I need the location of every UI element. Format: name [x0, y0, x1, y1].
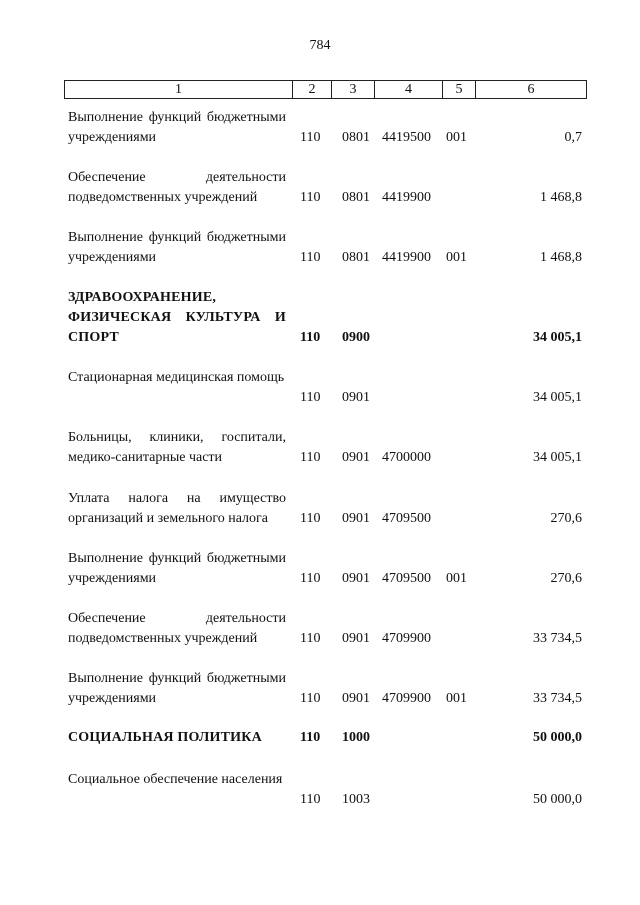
- header-col-6: 6: [527, 82, 535, 97]
- row-col-5: 001: [446, 250, 467, 265]
- row-col-4: 4709500: [382, 571, 431, 586]
- table-header: [64, 80, 587, 99]
- row-col-4: 4700000: [382, 450, 431, 465]
- row-col-4: 4709500: [382, 511, 431, 526]
- row-col-6: 50 000,0: [533, 792, 582, 807]
- row-col-3: 1003: [342, 792, 370, 807]
- row-col-2: 110: [300, 130, 321, 145]
- row-col-4: 4709900: [382, 631, 431, 646]
- row-col-6: 1 468,8: [540, 250, 582, 265]
- row-name: Выполнение функций бюджетными учреждениями: [68, 110, 286, 145]
- row-name: Стационарная медицинская помощь: [68, 370, 285, 385]
- row-col-2: 110: [300, 250, 321, 265]
- row-col-6: 0,7: [564, 130, 582, 145]
- header-col-3: 3: [332, 81, 375, 98]
- row-name: Социальное обеспечение населения: [68, 772, 283, 787]
- page-number: 784: [309, 38, 331, 53]
- row-col-3: 0901: [342, 450, 370, 465]
- row-col-6: 270,6: [550, 571, 582, 586]
- row-col-6: 34 005,1: [533, 330, 582, 345]
- row-name: ЗДРАВООХРАНЕНИЕ, ФИЗИЧЕСКАЯ КУЛЬТУРА И СПОРТ: [68, 290, 286, 345]
- row-col-2: 110: [300, 511, 321, 526]
- row-name: СОЦИАЛЬНАЯ ПОЛИТИКА: [68, 730, 262, 745]
- row-col-3: 0801: [342, 130, 370, 145]
- row-name: Обеспечение деятельности подведомственных учреждений: [68, 170, 286, 205]
- row-col-2: 110: [300, 450, 321, 465]
- header-col-2: 2: [293, 81, 332, 98]
- row-col-2: 110: [300, 330, 321, 345]
- row-col-6: 34 005,1: [533, 450, 582, 465]
- row-col-4: 4709900: [382, 691, 431, 706]
- row-col-2: 110: [300, 792, 321, 807]
- row-col-6: 50 000,0: [533, 730, 582, 745]
- row-col-6: 33 734,5: [533, 691, 582, 706]
- row-col-2: 110: [300, 571, 321, 586]
- row-col-3: 0801: [342, 190, 370, 205]
- row-col-4: 4419900: [382, 250, 431, 265]
- row-col-2: 110: [300, 730, 321, 745]
- row-col-2: 110: [300, 190, 321, 205]
- row-col-3: 0801: [342, 250, 370, 265]
- row-col-2: 110: [300, 691, 321, 706]
- row-name: Выполнение функций бюджетными учреждениями: [68, 671, 286, 706]
- header-col-5: 5: [443, 81, 476, 98]
- row-col-3: 1000: [342, 730, 370, 745]
- row-col-6: 33 734,5: [533, 631, 582, 646]
- row-col-4: 4419500: [382, 130, 431, 145]
- row-col-3: 0901: [342, 571, 370, 586]
- row-name: Выполнение функций бюджетными учреждениями: [68, 551, 286, 586]
- row-col-6: 34 005,1: [533, 390, 582, 405]
- row-col-4: 4419900: [382, 190, 431, 205]
- row-col-2: 110: [300, 390, 321, 405]
- header-col-4: 4: [375, 81, 443, 98]
- row-col-2: 110: [300, 631, 321, 646]
- row-col-3: 0901: [342, 511, 370, 526]
- row-col-3: 0901: [342, 390, 370, 405]
- row-col-5: 001: [446, 571, 467, 586]
- row-col-5: 001: [446, 691, 467, 706]
- row-name: Обеспечение деятельности подведомственных учреждений: [68, 611, 286, 646]
- row-name: Выполнение функций бюджетными учреждениями: [68, 230, 286, 265]
- row-name: Уплата налога на имущество организаций и земельного налога: [68, 491, 286, 526]
- row-col-6: 270,6: [550, 511, 582, 526]
- row-col-3: 0900: [342, 330, 370, 345]
- row-col-5: 001: [446, 130, 467, 145]
- header-col-1: 1: [65, 81, 293, 98]
- row-name: Больницы, клиники, госпитали, медико-санитарные части: [68, 430, 286, 465]
- row-col-6: 1 468,8: [540, 190, 582, 205]
- row-col-3: 0901: [342, 691, 370, 706]
- row-col-3: 0901: [342, 631, 370, 646]
